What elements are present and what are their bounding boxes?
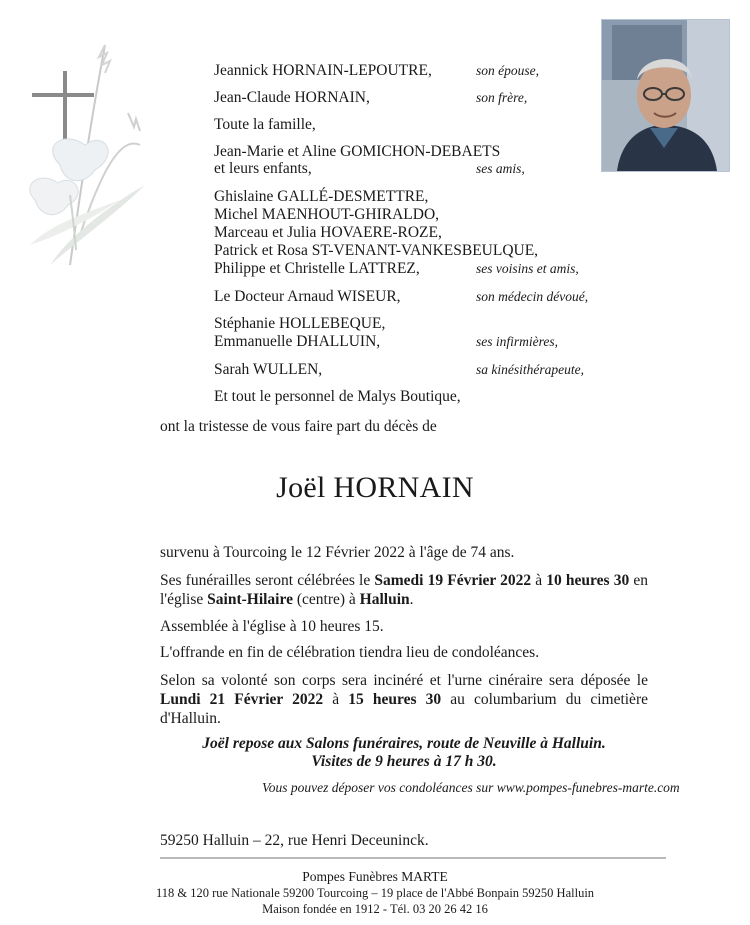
mourner-relation: son épouse, bbox=[476, 63, 539, 78]
intro-text: ont la tristesse de vous faire part du décès de bbox=[160, 418, 437, 435]
footer-company: Pompes Funèbres MARTE bbox=[302, 869, 448, 884]
footer-addresses: 118 & 120 rue Nationale 59200 Tourcoing – 19 place de l'Abbé Bonpain 59250 Halluin bbox=[155, 886, 595, 900]
death-info: survenu à Tourcoing le 12 Février 2022 à l'âge de 74 ans. bbox=[160, 544, 515, 561]
mourner-name: Michel MAENHOUT-GHIRALDO, bbox=[214, 206, 440, 223]
mourner-name: Sarah WULLEN, bbox=[214, 361, 323, 378]
mourner-name: Et tout le personnel de Malys Boutique, bbox=[214, 388, 461, 405]
mourner-relation: ses infirmières, bbox=[476, 334, 558, 349]
mourner-name: et leurs enfants, bbox=[214, 160, 312, 177]
offering-info: L'offrande en fin de célébration tiendra lieu de condoléances. bbox=[160, 644, 540, 661]
cremation-info: Selon sa volonté son corps sera incinéré et l'urne cinéraire sera déposée le Lundi 21 Février 2022 à 15 heures 30 au columbarium du cimetière d'Halluin. bbox=[160, 672, 648, 727]
mourner-name: Marceau et Julia HOVAERE-ROZE, bbox=[214, 224, 442, 241]
mourner-name: Emmanuelle DHALLUIN, bbox=[214, 333, 381, 350]
mourner-relation: son médecin dévoué, bbox=[476, 289, 589, 304]
mourner-relation: ses amis, bbox=[476, 161, 525, 176]
mourner-relation: sa kinésithérapeute, bbox=[476, 362, 584, 377]
mourner-name: Philippe et Christelle LATTREZ, bbox=[214, 260, 420, 277]
portrait-photo bbox=[601, 19, 730, 172]
mourner-name: Stéphanie HOLLEBEQUE, bbox=[214, 315, 386, 332]
deceased-name: Joël HORNAIN bbox=[276, 471, 474, 504]
mourner-name: Jean-Claude HORNAIN, bbox=[214, 89, 370, 106]
assembly-info: Assemblée à l'église à 10 heures 15. bbox=[160, 618, 384, 635]
mourner-relation: ses voisins et amis, bbox=[476, 261, 579, 276]
mourner-name: Le Docteur Arnaud WISEUR, bbox=[214, 288, 401, 305]
mourner-name: Ghislaine GALLÉ-DESMETTRE, bbox=[214, 188, 429, 205]
mourner-name: Jeannick HORNAIN-LEPOUTRE, bbox=[214, 62, 432, 79]
cross-lily-decoration bbox=[10, 35, 160, 275]
home-address: 59250 Halluin – 22, rue Henri Deceuninck. bbox=[160, 832, 429, 849]
rest-line-2: Visites de 9 heures à 17 h 30. bbox=[311, 753, 497, 770]
funeral-info: Ses funérailles seront célébrées le Samedi 19 Février 2022 à 10 heures 30 en l'église Saint-Hilaire (centre) à Halluin. bbox=[160, 572, 648, 608]
condolences-link[interactable]: Vous pouvez déposer vos condoléances sur www.pompes-funebres-marte.com bbox=[262, 780, 680, 795]
footer-founded: Maison fondée en 1912 - Tél. 03 20 26 42 16 bbox=[262, 902, 488, 916]
footer-divider bbox=[160, 857, 666, 859]
mourner-name: Toute la famille, bbox=[214, 116, 316, 133]
mourner-name: Patrick et Rosa ST-VENANT-VANKESBEULQUE, bbox=[214, 242, 539, 259]
mourner-relation: son frère, bbox=[476, 90, 528, 105]
mourner-name: Jean-Marie et Aline GOMICHON-DEBAETS bbox=[214, 143, 501, 160]
rest-line-1: Joël repose aux Salons funéraires, route de Neuville à Halluin. bbox=[202, 735, 606, 752]
